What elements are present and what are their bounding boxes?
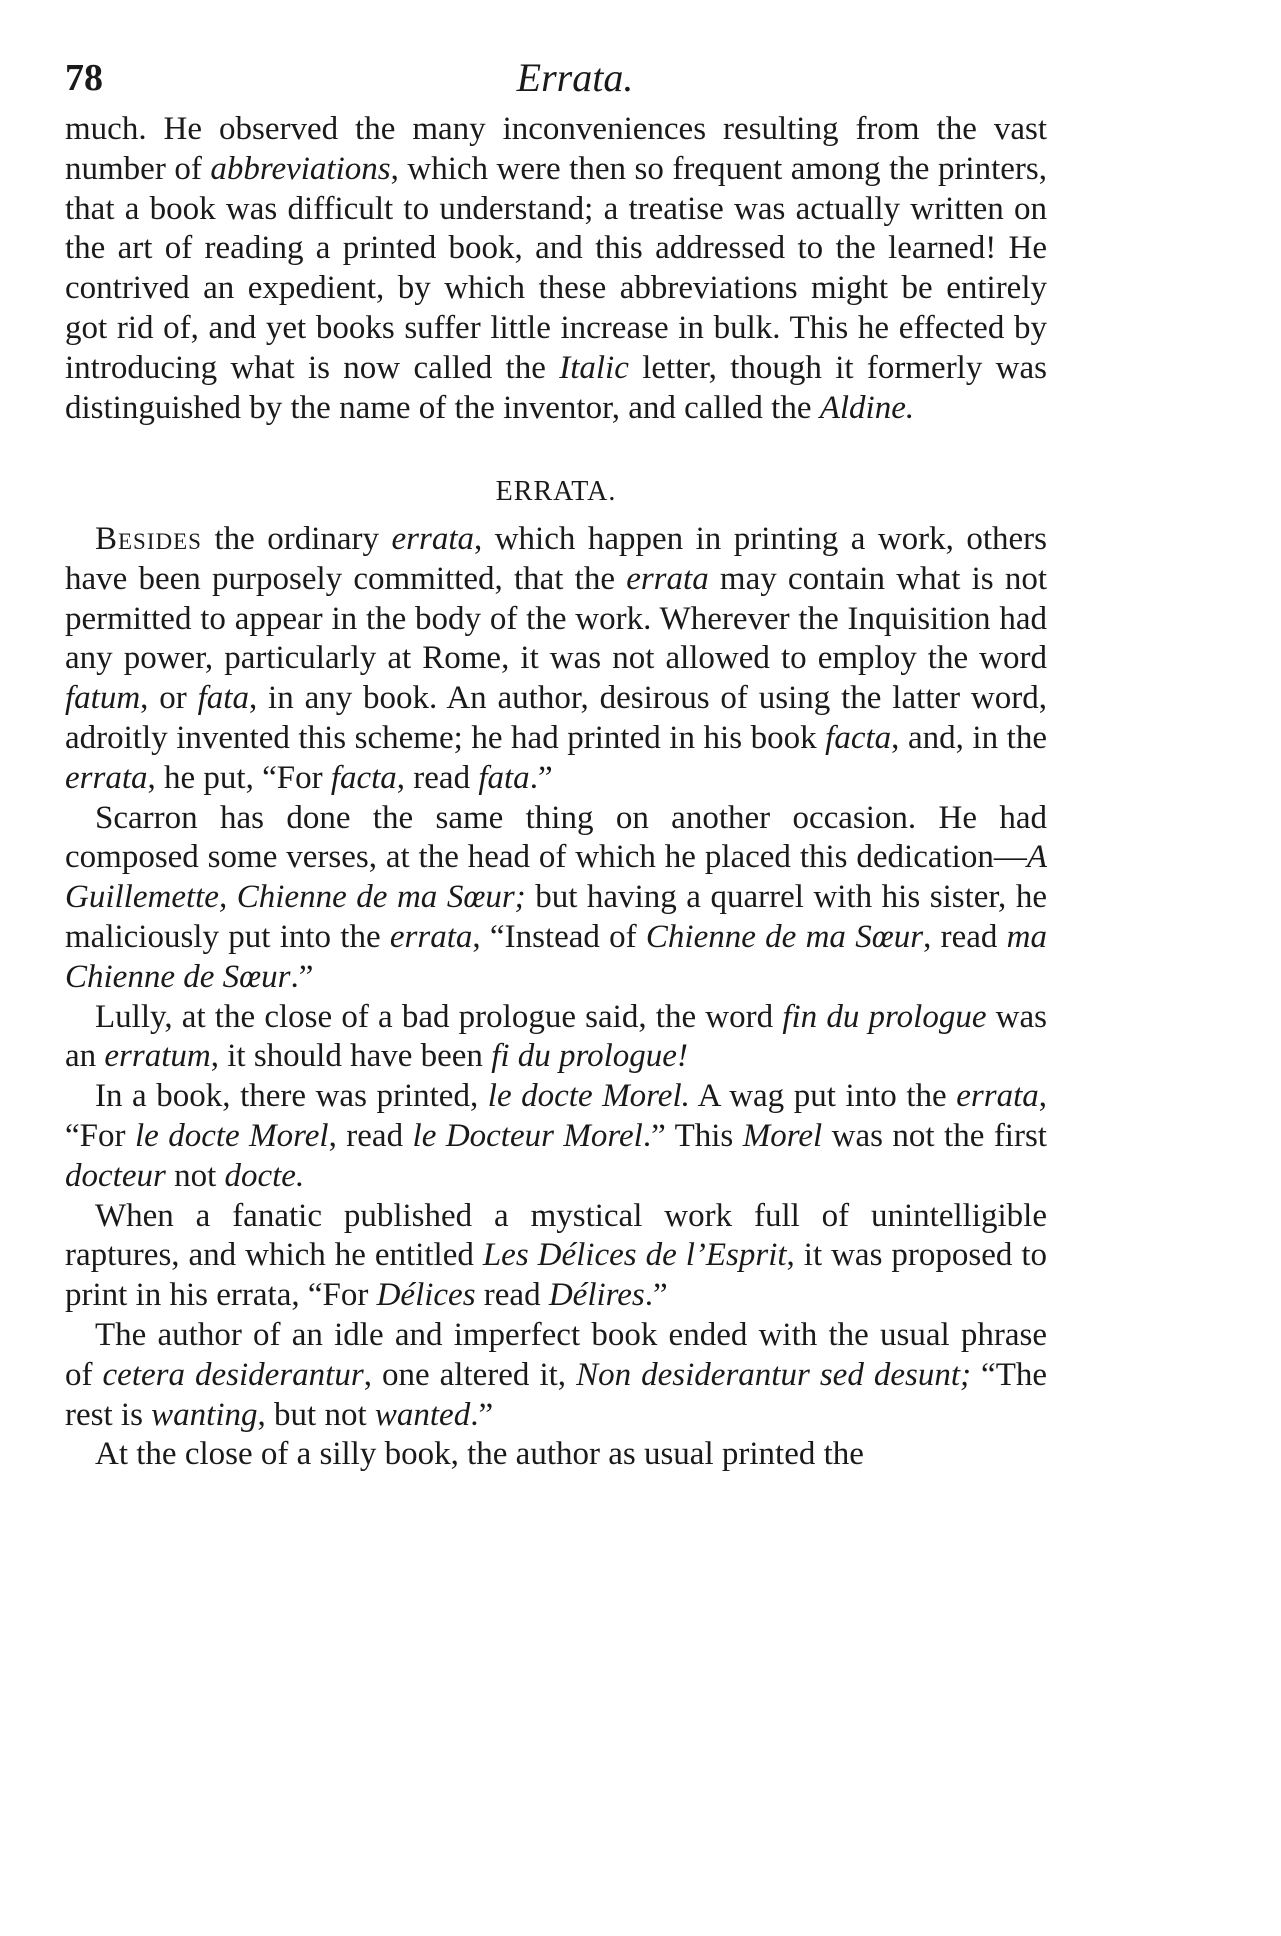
text-run: .” (290, 958, 314, 995)
paragraph (65, 1077, 1047, 1196)
italic-text: A Guillemette, Chienne de ma Sœur; (65, 839, 1047, 916)
text-run: was an (65, 998, 1047, 1075)
italic-text: Délires (548, 1277, 645, 1314)
text-run: , it was proposed to print in his errata, “For (65, 1237, 1048, 1314)
italic-text: errata (389, 918, 473, 955)
text-run: , it should have been (210, 1038, 492, 1075)
italic-text: errata (956, 1078, 1039, 1115)
italic-text: le docte Morel. (487, 1078, 690, 1115)
text-run: but having a quarrel with his sister, he maliciously put into the (65, 879, 1047, 955)
text-run: letter, though it formerly was distinguished by the name of the inventor, and called the (65, 349, 1047, 426)
italic-text: Aldine. (819, 389, 915, 426)
italic-text: Délices (376, 1277, 476, 1314)
text-run: At the close of a silly book, the author as usual printed the (95, 1436, 864, 1473)
paragraph (65, 520, 1047, 799)
text-run: .” (529, 759, 553, 796)
italic-text: le docte Morel (134, 1117, 329, 1154)
italic-text: abbreviations (210, 150, 391, 187)
text-run: When a fanatic published a mystical work full of unintelligible raptures, and which he entitled (65, 1197, 1047, 1274)
text-run: In a book, there was printed, (95, 1078, 488, 1115)
text-run: .” (644, 1277, 668, 1314)
italic-text: errata (65, 759, 148, 796)
small-caps-text: Besides (95, 521, 202, 557)
paragraph (65, 1435, 1047, 1475)
italic-text: wanted (374, 1396, 471, 1433)
paragraph (65, 110, 1047, 428)
text-run: , which happen in printing a work, others have been purposely committed, that the (65, 521, 1048, 597)
text-run: , “For (65, 1078, 1048, 1154)
italic-text: erratum (104, 1038, 211, 1075)
italic-text: docteur (65, 1157, 166, 1194)
italic-text: docte. (224, 1157, 305, 1194)
italic-text: Chienne de ma Sœur (645, 918, 924, 955)
paragraph (65, 998, 1047, 1078)
text-run: may contain what is not permitted to appear in the body of the work. Wherever the Inquisition had any power, particularly at Rome, it was not allowed to employ the word (65, 560, 1048, 677)
page-number: 78 (65, 57, 103, 99)
italic-text: ma Chienne de Sœur (65, 918, 1047, 995)
text-run: much. He observed the many inconveniences resulting from the vast number of (65, 111, 1047, 187)
italic-text: cetera desiderantur (102, 1356, 364, 1393)
paragraph (65, 799, 1047, 998)
italic-text: Non desiderantur sed desunt; (576, 1356, 972, 1393)
text-run: , or (140, 680, 198, 717)
italic-text: Morel (742, 1117, 823, 1154)
text-run: was not the first (822, 1117, 1047, 1154)
italic-text: fata (197, 680, 249, 717)
text-run: , one altered it, (363, 1356, 577, 1393)
text-run: Scarron has done the same thing on another occasion. He had composed some verses, at the head of which he placed this dedication— (65, 799, 1047, 876)
text-run: .” This (642, 1117, 743, 1154)
italic-text: errata (391, 521, 474, 557)
text-run: Lully, at the close of a bad prologue said, the word (95, 998, 783, 1035)
running-head (65, 48, 1045, 108)
text-run: .” (470, 1396, 494, 1433)
continued-text-block (65, 110, 1047, 428)
italic-text: fin du prologue (782, 998, 987, 1035)
italic-text: le Docteur Morel (412, 1117, 643, 1154)
paragraph (65, 1197, 1047, 1316)
text-run: , read (328, 1117, 413, 1154)
italic-text: facta (825, 719, 892, 756)
italic-text: Italic (559, 349, 629, 386)
text-run: , in any book. An author, desirous of using the latter word, adroitly invented this scheme; he had printed in his book (65, 680, 1047, 756)
text-run: , but not (257, 1396, 375, 1433)
italic-text: fi du prologue! (491, 1038, 688, 1075)
text-run: A wag put into the (689, 1078, 957, 1115)
text-run: , he put, “For (147, 759, 331, 796)
text-run: not (165, 1157, 225, 1194)
italic-text: wanting (151, 1396, 258, 1433)
text-run: “The rest is (65, 1356, 1048, 1433)
text-run: , read (923, 918, 1007, 955)
italic-text: errata (626, 560, 709, 597)
text-run: , which were then so frequent among the printers, that a book was difficult to understand; a treatise was actually written on the art of reading a printed book, and this addressed to the learned! He contrived an expedient, by which these abbreviations might be entirely got rid of, and yet books suffer little increase in bulk. This he effected by introducing what is now called the (65, 150, 1048, 386)
text-run: read (475, 1277, 549, 1314)
text-run: the ordinary (201, 521, 392, 557)
italic-text: facta (330, 759, 397, 796)
italic-text: fatum (65, 680, 141, 717)
italic-text: fata (478, 759, 530, 796)
errata-section-text (65, 520, 1047, 1475)
section-heading: ERRATA. (495, 476, 617, 507)
italic-text: Les Délices de l’Esprit (482, 1237, 787, 1274)
text-run: , “Instead of (472, 918, 646, 955)
running-title: Errata. (516, 55, 634, 100)
text-run: , read (396, 759, 479, 796)
text-run: The author of an idle and imperfect book ended with the usual phrase of (65, 1316, 1047, 1393)
text-run: , and, in the (891, 719, 1047, 756)
paragraph (65, 1316, 1047, 1435)
